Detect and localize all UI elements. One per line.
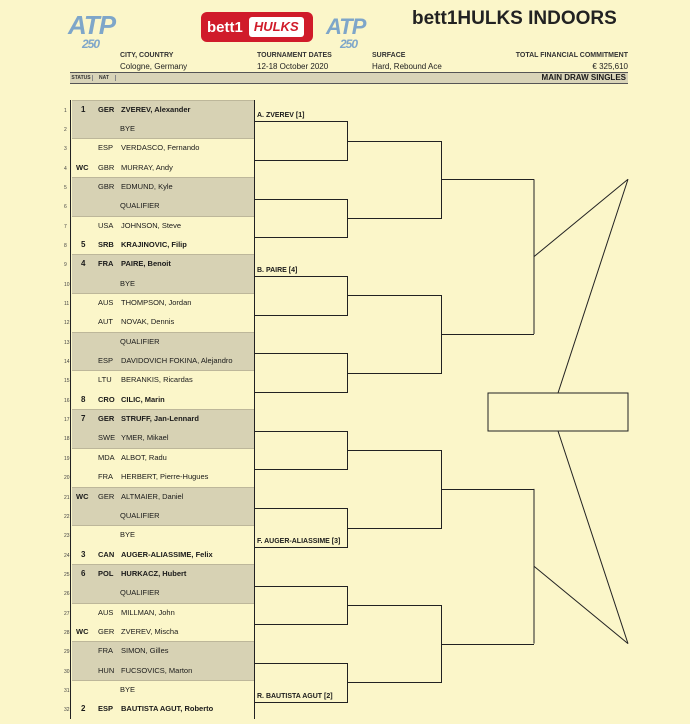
nationality: ESP — [98, 356, 114, 366]
seed-number: 7 — [81, 414, 86, 424]
draw-position-number: 2 — [64, 126, 67, 133]
city-label: CITY, COUNTRY — [120, 52, 174, 59]
player-name: HURKACZ, Hubert — [121, 568, 187, 578]
seed-number: 4 — [81, 259, 86, 269]
nationality: GBR — [98, 162, 115, 172]
draw-position-number: 26 — [64, 591, 70, 598]
player-name: ZVEREV, Mischa — [121, 626, 179, 636]
player-name: YMER, Mikael — [121, 433, 169, 443]
seed-number: 3 — [81, 549, 86, 559]
nationality: SRB — [98, 239, 114, 249]
final-slot-line-top — [534, 179, 628, 256]
nationality: HUN — [98, 665, 115, 675]
player-name: HERBERT, Pierre-Hugues — [121, 472, 209, 482]
seed-number: 5 — [81, 239, 86, 249]
draw-position-number: 20 — [64, 475, 70, 482]
player-name: QUALIFIER — [120, 510, 160, 520]
nationality: FRA — [98, 646, 113, 656]
round2-winner-label: B. PAIRE [4] — [257, 266, 298, 274]
player-name: QUALIFIER — [120, 201, 160, 211]
atp-logo-text: ATP — [68, 10, 116, 40]
draw-position-number: 31 — [64, 688, 70, 694]
atp-tier-text-right: 250 — [340, 37, 358, 51]
draw-position-number: 3 — [64, 146, 67, 153]
draw-position-number: 23 — [64, 533, 70, 540]
nationality: MDA — [98, 452, 115, 462]
commitment-label: TOTAL FINANCIAL COMMITMENT — [515, 52, 628, 59]
player-name: MURRAY, Andy — [121, 162, 173, 172]
draw-position-number: 16 — [64, 397, 70, 404]
player-name: KRAJINOVIC, Filip — [121, 239, 187, 249]
status-marker: WC — [76, 162, 89, 172]
draw-position-number: 10 — [64, 281, 70, 288]
draw-position-number: 29 — [64, 649, 70, 656]
atp-tier-text: 250 — [82, 37, 100, 51]
player-name: VERDASCO, Fernando — [121, 143, 200, 153]
final-diagonal-bottom — [558, 431, 628, 644]
player-name: THOMPSON, Jordan — [121, 298, 192, 307]
player-name: BYE — [120, 530, 136, 540]
player-name: MILLMAN, John — [121, 607, 175, 617]
round2-winner-label: R. BAUTISTA AGUT [2] — [257, 692, 333, 700]
draw-position-number: 32 — [64, 707, 70, 714]
draw-position-number: 17 — [64, 417, 70, 424]
draw-position-number: 11 — [64, 301, 70, 307]
draw-position-number: 5 — [64, 184, 67, 191]
nationality: ESP — [98, 704, 114, 714]
draw-position-number: 7 — [64, 223, 67, 230]
seed-number: 8 — [81, 394, 86, 404]
draw-position-number: 24 — [64, 552, 70, 559]
draw-position-number: 22 — [64, 513, 70, 520]
draw-position-number: 28 — [64, 629, 70, 636]
draw-position-number: 4 — [64, 165, 67, 172]
status-marker: WC — [76, 491, 89, 501]
player-name: CILIC, Marin — [121, 394, 165, 404]
draw-position-number: 15 — [64, 378, 70, 385]
player-name: BYE — [120, 123, 136, 133]
draw-position-number: 1 — [64, 107, 67, 114]
surface-label: SURFACE — [372, 52, 406, 59]
seed-number: 1 — [81, 104, 86, 114]
player-name: ALTMAIER, Daniel — [121, 491, 184, 501]
tournament-title: bett1HULKS INDOORS — [412, 8, 617, 29]
nationality: GER — [98, 491, 115, 501]
round2-winner-label: A. ZVEREV [1] — [257, 112, 305, 120]
player-name: ALBOT, Radu — [121, 452, 167, 462]
nationality: CAN — [98, 549, 115, 559]
draw-position-number: 25 — [64, 571, 70, 578]
player-name: BYE — [120, 278, 136, 288]
nationality: GER — [98, 626, 115, 636]
round2-winner-label: F. AUGER-ALIASSIME [3] — [257, 537, 341, 545]
nationality: ESP — [98, 143, 114, 153]
nationality: POL — [98, 568, 114, 578]
player-name: FUCSOVICS, Marton — [121, 665, 193, 675]
draw-position-number: 21 — [64, 494, 70, 501]
draw-position-number: 27 — [64, 610, 70, 617]
player-name: BYE — [120, 685, 136, 694]
nationality: GER — [98, 104, 115, 114]
player-name: ZVEREV, Alexander — [121, 104, 191, 114]
draw-position-number: 19 — [64, 455, 70, 462]
dates-value: 12-18 October 2020 — [257, 62, 329, 71]
nationality: FRA — [98, 259, 114, 269]
surface-value: Hard, Rebound Ace — [372, 62, 442, 71]
final-diagonal-top — [558, 179, 628, 393]
draw-position-number: 18 — [64, 436, 70, 443]
player-name: SIMON, Gilles — [121, 646, 169, 656]
seed-number: 2 — [81, 704, 86, 714]
nationality: LTU — [98, 375, 112, 385]
nationality: AUS — [98, 607, 114, 617]
nationality: SWE — [98, 433, 116, 443]
seed-number: 6 — [81, 568, 86, 578]
nationality: AUT — [98, 317, 113, 327]
player-name: QUALIFIER — [120, 588, 160, 598]
player-name: BERANKIS, Ricardas — [121, 375, 193, 385]
nationality: CRO — [98, 394, 115, 404]
player-name: NOVAK, Dennis — [121, 317, 175, 327]
sponsor-right-text: HULKS — [249, 17, 304, 37]
player-name: QUALIFIER — [120, 336, 160, 346]
section-title: MAIN DRAW SINGLES — [541, 73, 626, 82]
nat-column-header: NAT — [93, 75, 116, 81]
nationality: AUS — [98, 298, 114, 307]
player-name: STRUFF, Jan-Lennard — [121, 414, 199, 424]
draw-position-number: 14 — [64, 359, 70, 366]
draw-position-number: 30 — [64, 668, 70, 675]
nationality: GBR — [98, 181, 115, 191]
final-slot-line-bottom — [534, 566, 628, 643]
player-name: JOHNSON, Steve — [121, 220, 182, 230]
city-value: Cologne, Germany — [120, 62, 188, 71]
draw-position-number: 6 — [64, 204, 67, 211]
dates-label: TOURNAMENT DATES — [257, 52, 332, 59]
atp-logo-text-right: ATP — [326, 14, 366, 39]
player-name: EDMUND, Kyle — [121, 181, 173, 191]
player-name: AUGER-ALIASSIME, Felix — [121, 549, 213, 559]
status-column-header: STATUS — [70, 75, 93, 81]
player-name: PAIRE, Benoit — [121, 259, 171, 269]
draw-position-number: 13 — [64, 339, 70, 346]
nationality: USA — [98, 220, 114, 230]
draw-position-number: 12 — [64, 320, 70, 327]
sponsor-left-text: bett1 — [207, 18, 243, 36]
nationality: FRA — [98, 472, 113, 482]
status-marker: WC — [76, 626, 89, 636]
champion-box — [488, 393, 628, 431]
player-name: DAVIDOVICH FOKINA, Alejandro — [121, 356, 233, 366]
commitment-value: € 325,610 — [592, 62, 628, 71]
draw-position-number: 8 — [64, 242, 67, 249]
nationality: GER — [98, 414, 115, 424]
draw-position-number: 9 — [64, 262, 67, 269]
player-name: BAUTISTA AGUT, Roberto — [121, 704, 214, 714]
